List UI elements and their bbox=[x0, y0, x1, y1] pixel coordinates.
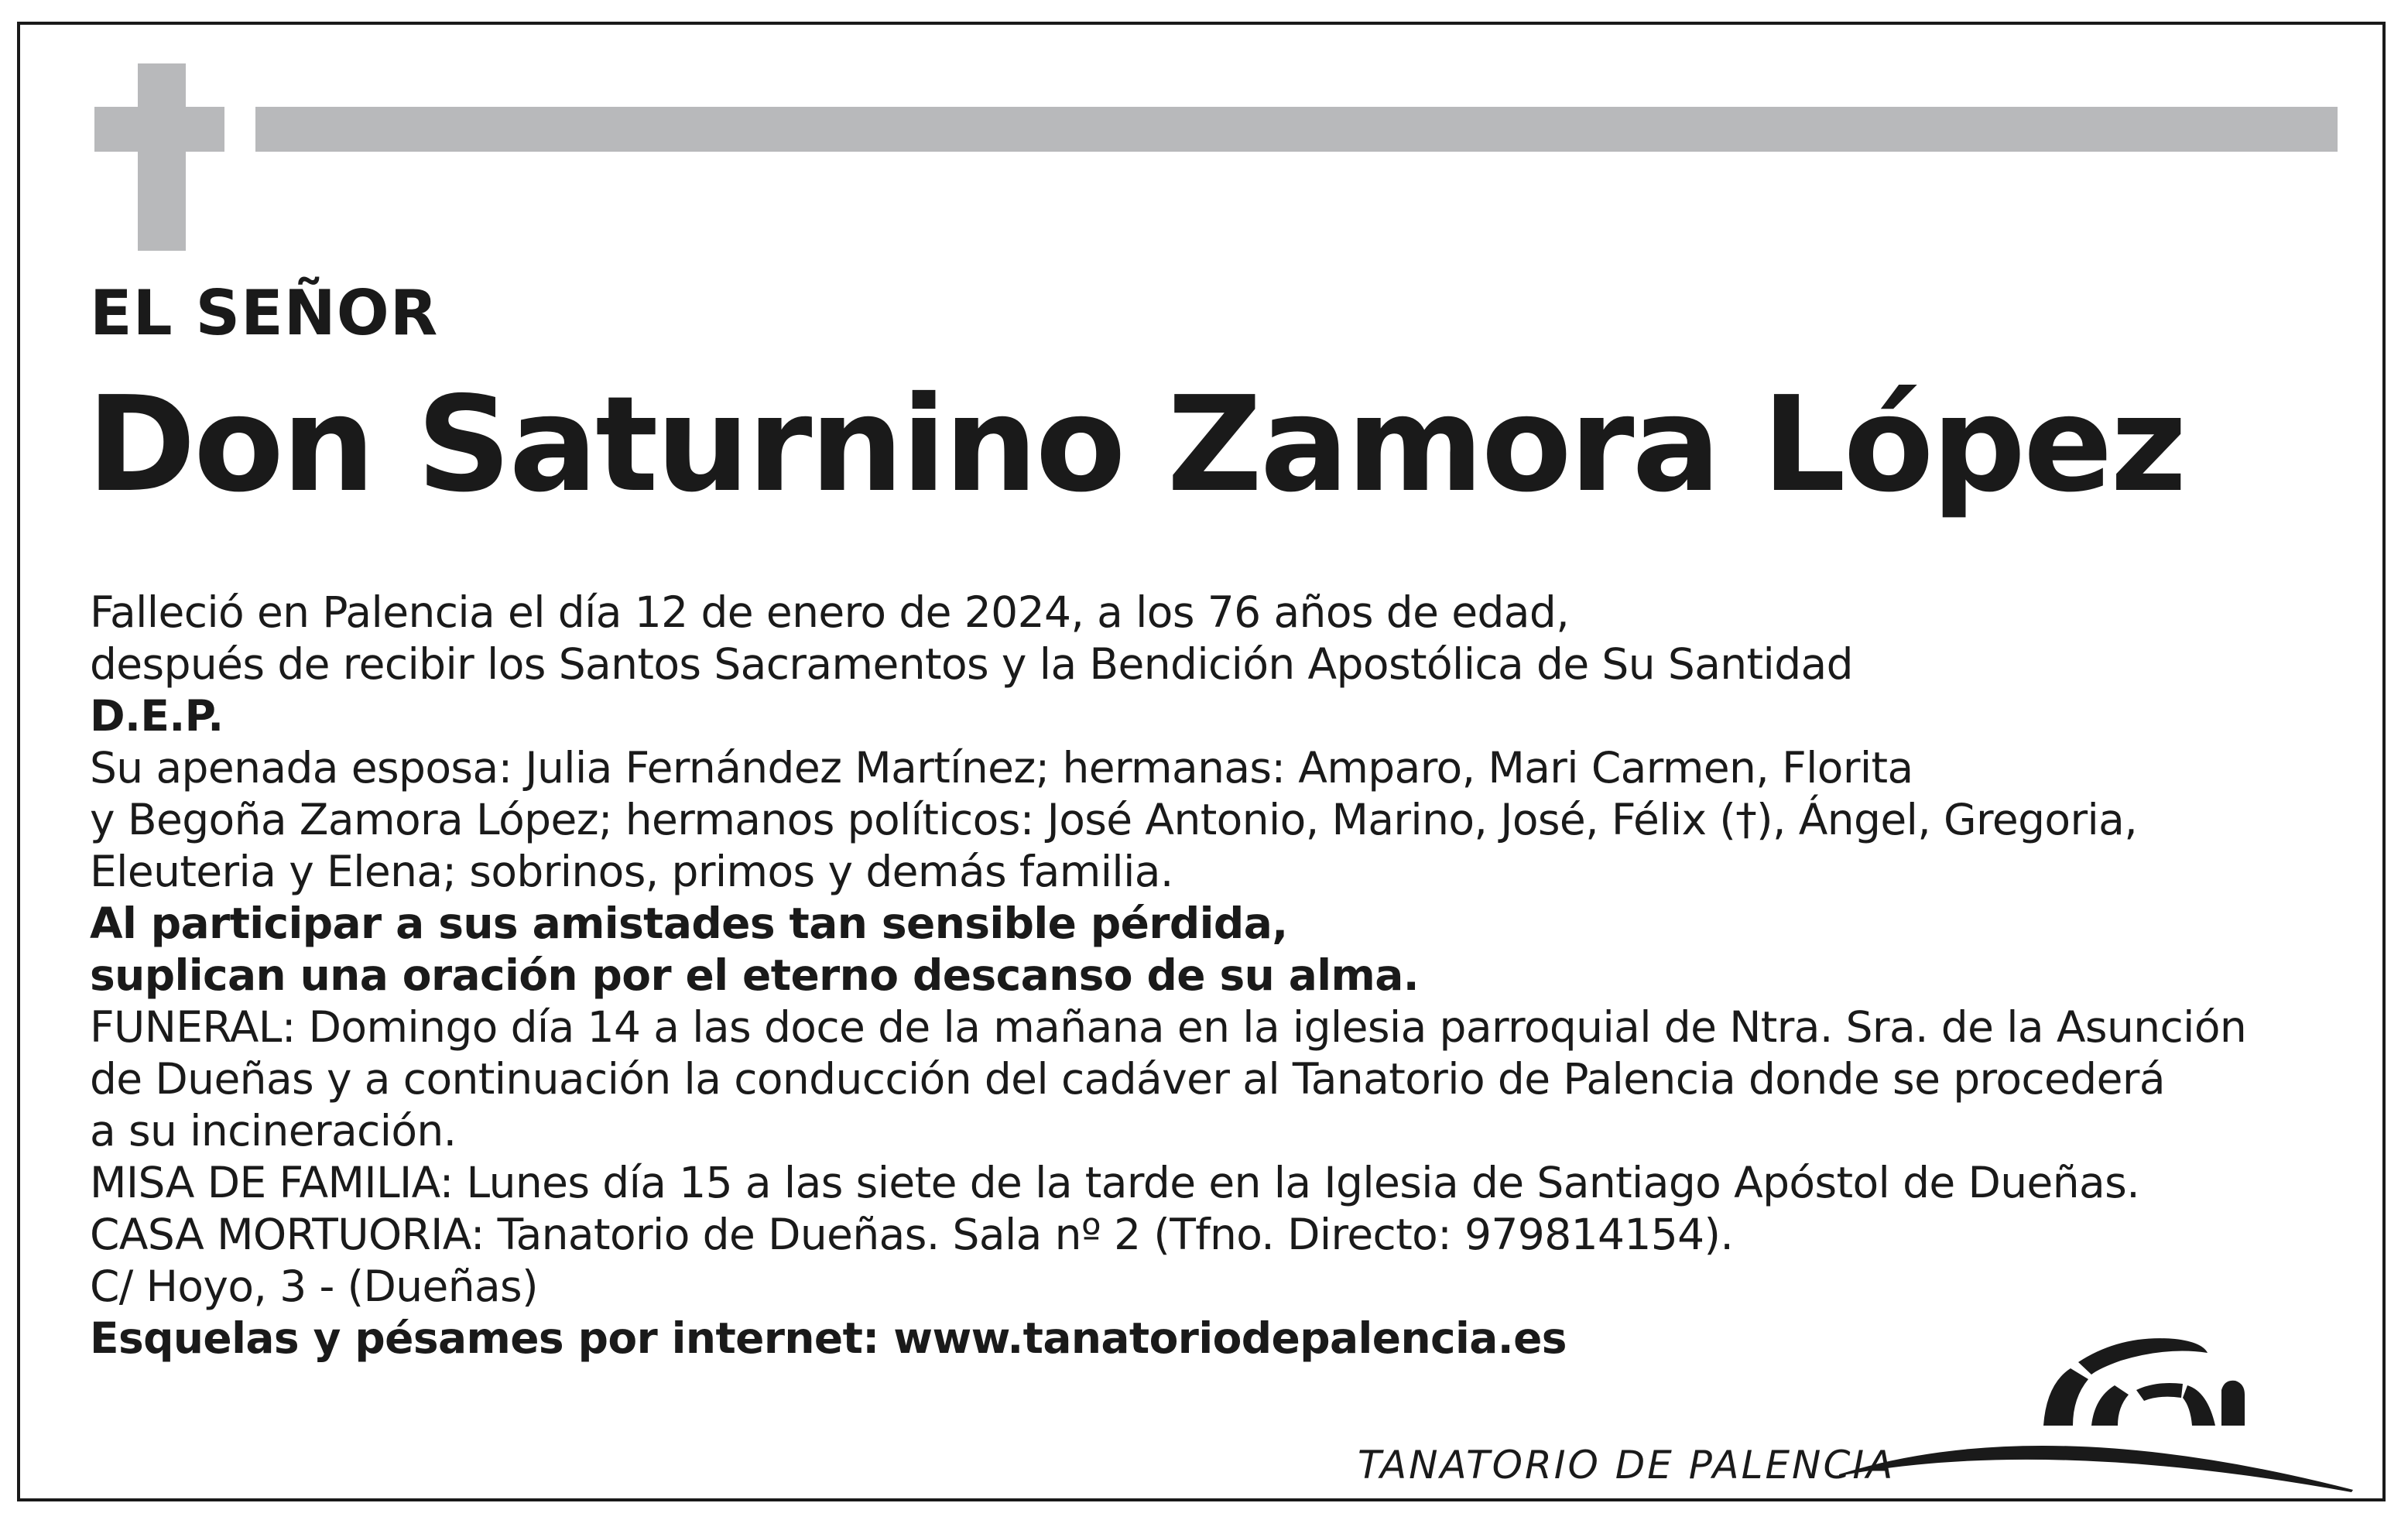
tanatorio-logo-text: TANATORIO DE PALENCIA bbox=[1358, 1443, 1896, 1488]
internet-line: Esquelas y pésames por internet: www.tanatoriodepalencia.es bbox=[90, 1313, 1567, 1363]
death-line: Falleció en Palencia el día 12 de enero de 2024, a los 76 años de edad, bbox=[90, 587, 1570, 637]
request-line: suplican una oración por el eterno descanso de su alma. bbox=[90, 950, 1420, 1000]
request-line: Al participar a sus amistades tan sensible pérdida, bbox=[90, 899, 1288, 948]
family-line: y Begoña Zamora López; hermanos políticos: José Antonio, Marino, José, Félix (†), Ángel, Gregoria, bbox=[90, 795, 2138, 844]
header-bar bbox=[255, 107, 2338, 152]
family-line: Eleuteria y Elena; sobrinos, primos y demás familia. bbox=[90, 847, 1173, 896]
funeral-line: FUNERAL: Domingo día 14 a las doce de la mañana en la iglesia parroquial de Ntra. Sra. de la Asunción bbox=[90, 1002, 2247, 1052]
address-line: C/ Hoyo, 3 - (Dueñas) bbox=[90, 1262, 538, 1311]
cross-icon-arm bbox=[94, 107, 224, 152]
house-line: CASA MORTUORIA: Tanatorio de Dueñas. Sala nº 2 (Tfno. Directo: 979814154). bbox=[90, 1210, 1734, 1259]
salutation: EL SEÑOR bbox=[90, 277, 439, 349]
notice-body bbox=[90, 587, 2334, 1364]
death-line: después de recibir los Santos Sacramentos y la Bendición Apostólica de Su Santidad bbox=[90, 639, 1853, 689]
deceased-name: Don Saturnino Zamora López bbox=[87, 368, 2185, 522]
funeral-line: a su incineración. bbox=[90, 1106, 457, 1156]
rip-text: D.E.P. bbox=[90, 691, 224, 741]
funeral-line: de Dueñas y a continuación la conducción del cadáver al Tanatorio de Palencia donde se procederá bbox=[90, 1054, 2165, 1104]
cross-icon bbox=[138, 63, 186, 251]
mass-line: MISA DE FAMILIA: Lunes día 15 a las siete de la tarde en la Iglesia de Santiago Apóstol de Dueñas. bbox=[90, 1158, 2140, 1207]
family-line: Su apenada esposa: Julia Fernández Martínez; hermanas: Amparo, Mari Carmen, Florita bbox=[90, 743, 1913, 793]
